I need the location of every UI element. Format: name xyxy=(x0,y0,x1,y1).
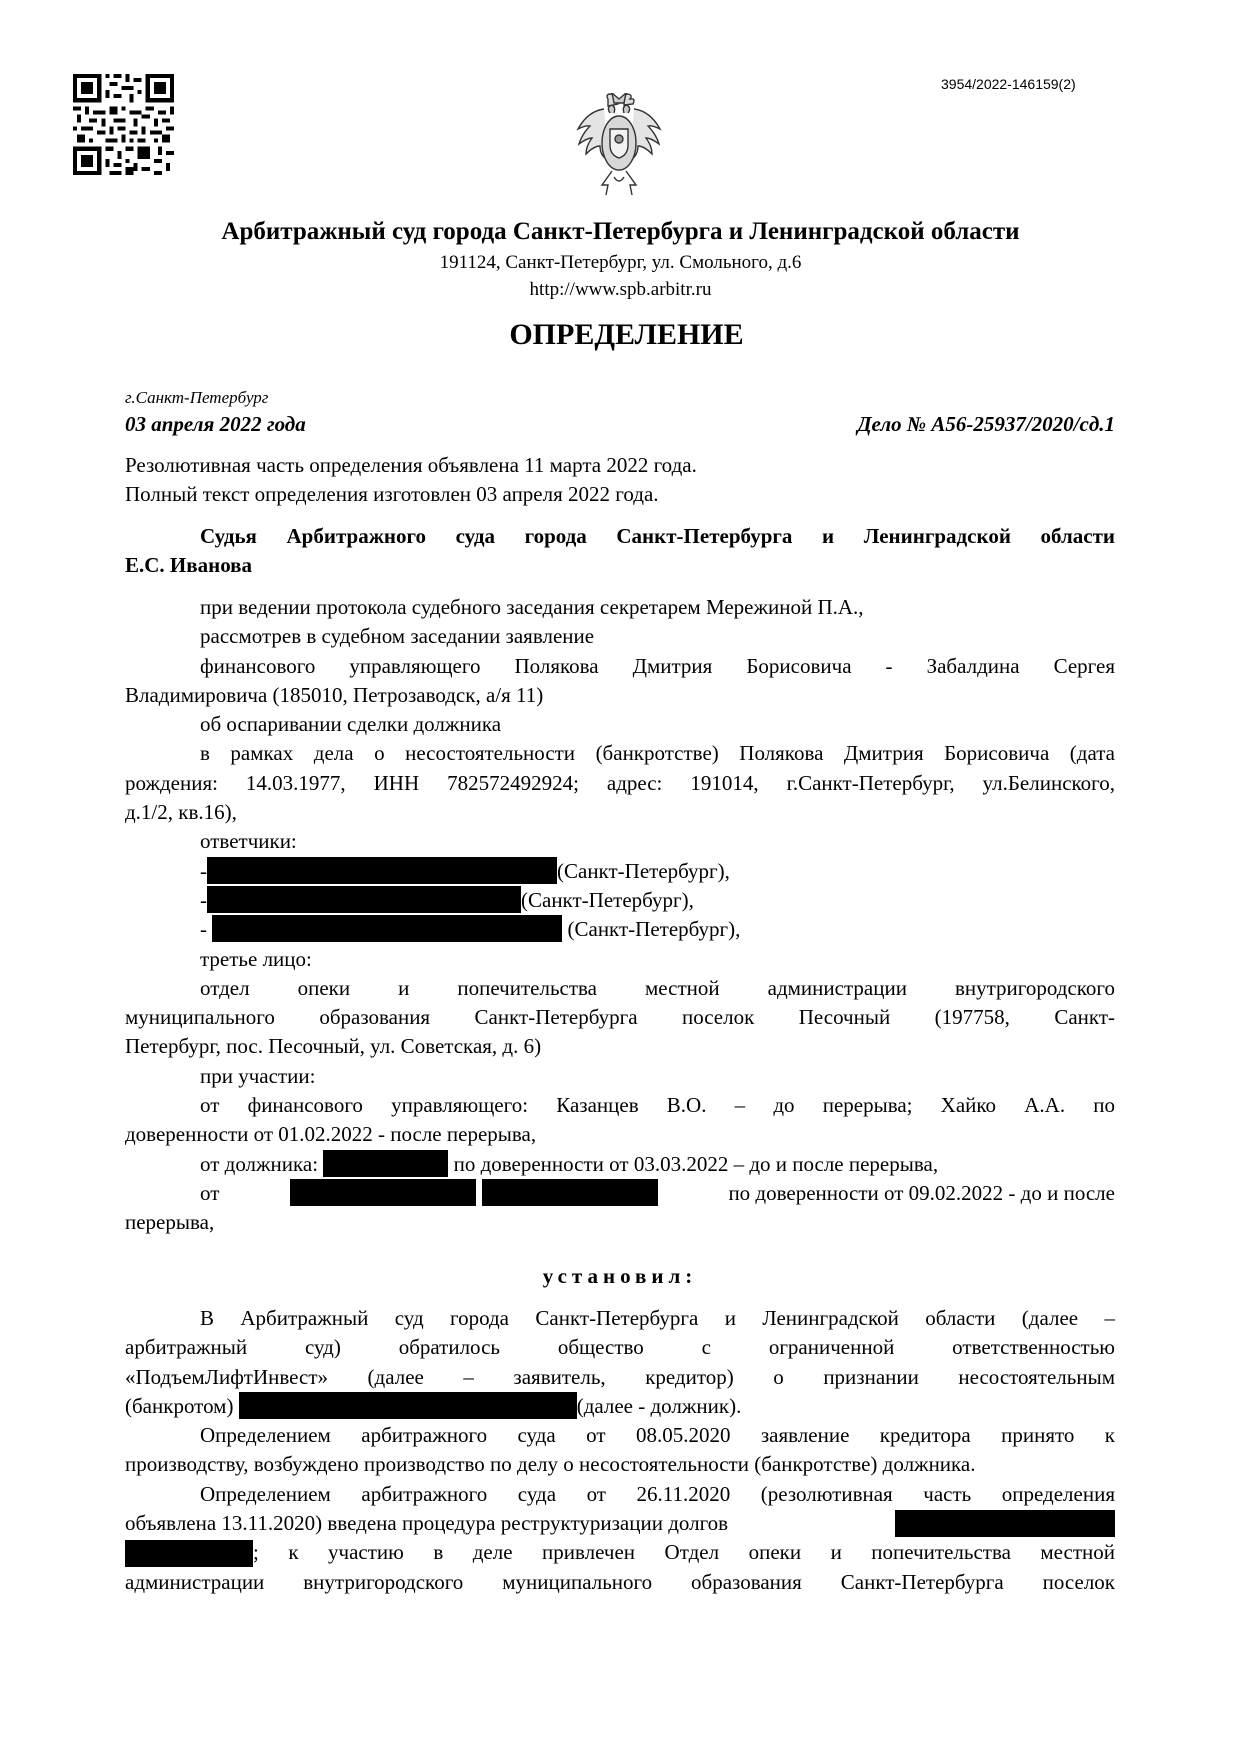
court-name: Арбитражный суд города Санкт-Петербурга и Ленинградской области xyxy=(221,218,1020,245)
case-line-2: рождения: 14.03.1977, ИНН 782572492924; адрес: 191014, г.Санкт-Петербург, ул.Белинского, xyxy=(125,770,1115,795)
respondent-city: (Санкт-Петербург), xyxy=(562,917,741,942)
finding-3-line-3 xyxy=(125,1538,1115,1567)
court-address: 191124, Санкт-Петербург, ул. Смольного, д.6 xyxy=(439,252,802,273)
financial-manager-line-1: финансового управляющего Полякова Дмитрия Борисовича - Забалдина Сергея xyxy=(200,653,1115,678)
respondent-city: (Санкт-Петербург), xyxy=(557,858,730,883)
finding-3-line-4: администрации внутригородского муниципального образования Санкт-Петербурга поселок xyxy=(125,1569,1115,1594)
redaction-block xyxy=(895,1510,1115,1537)
other-representative-line-2: перерыва, xyxy=(125,1210,215,1235)
debtor-representative xyxy=(125,1150,1115,1179)
document-title: ОПРЕДЕЛЕНИЕ xyxy=(509,318,744,351)
case-line-3: д.1/2, кв.16), xyxy=(125,800,237,825)
respondent-city: (Санкт-Петербург), xyxy=(521,887,694,912)
redaction-block xyxy=(290,1179,476,1206)
judge-line-1: Судья Арбитражного суда города Санкт-Петербурга и Ленинградской области xyxy=(200,524,1115,548)
third-party-line-3: Петербург, пос. Песочный, ул. Советская, д. 6) xyxy=(125,1034,542,1059)
finding-3-line-2 xyxy=(125,1509,1115,1538)
redaction-block xyxy=(323,1150,448,1177)
debtor-rep-prefix: от должника: xyxy=(200,1151,324,1176)
debtor-rep-suffix: по доверенности от 03.03.2022 – до и после перерыва, xyxy=(448,1151,939,1176)
finding-1-line-4 xyxy=(125,1392,1115,1421)
case-line-1: в рамках дела о несостоятельности (банкротстве) Полякова Дмитрия Борисовича (дата xyxy=(200,741,1115,766)
dash: - xyxy=(200,858,207,883)
dash: - xyxy=(200,887,207,912)
city: г.Санкт-Петербург xyxy=(125,388,269,407)
coat-of-arms-icon xyxy=(574,93,664,197)
respondents-label: ответчики: xyxy=(200,829,297,854)
finding-1-suffix: (далее - должник). xyxy=(576,1393,742,1418)
case-number: Дело № А56-25937/2020/сд.1 xyxy=(857,412,1115,436)
finding-1-prefix: (банкротом) xyxy=(125,1393,239,1418)
intro-line-2: Полный текст определения изготовлен 03 апреля 2022 года. xyxy=(125,482,659,507)
court-website: http://www.spb.arbitr.ru xyxy=(529,279,712,300)
third-party-line-2: муниципального образования Санкт-Петербурга поселок Песочный (197758, Санкт- xyxy=(125,1005,1115,1030)
considered-line: рассмотрев в судебном заседании заявление xyxy=(200,624,595,649)
third-party-label: третье лицо: xyxy=(200,946,312,971)
findings-block xyxy=(125,1304,1115,1597)
finding-2-line-2: производству, возбуждено производство по делу о несостоятельности (банкротстве) должника. xyxy=(125,1452,976,1477)
redaction-block xyxy=(207,886,521,913)
financial-manager-line-2: Владимировича (185010, Петрозаводск, а/я 11) xyxy=(125,682,544,707)
judge-line-2: Е.С. Иванова xyxy=(125,553,253,578)
other-representative xyxy=(125,1179,1115,1208)
third-party-line-1: отдел опеки и попечительства местной администрации внутригородского xyxy=(200,975,1115,1000)
finding-1-line-2: арбитражный суд) обратилось общество с ограниченной ответственностью xyxy=(125,1335,1115,1360)
body-block xyxy=(125,593,1115,1238)
other-rep-prefix: от xyxy=(200,1180,220,1205)
document-date: 03 апреля 2022 года xyxy=(125,412,306,436)
respondent-3 xyxy=(125,915,1115,944)
redaction-block xyxy=(125,1540,253,1567)
redaction-block xyxy=(212,915,562,942)
document-number: 3954/2022-146159(2) xyxy=(941,76,1076,92)
dispute-line: об оспаривании сделки должника xyxy=(200,712,502,737)
finding-1-line-3: «ПодъемЛифтИнвест» (далее – заявитель, кредитор) о признании несостоятельным xyxy=(125,1364,1115,1389)
respondent-2 xyxy=(125,886,1115,915)
established-heading: установил: xyxy=(542,1264,698,1288)
intro-line-1: Резолютивная часть определения объявлена 11 марта 2022 года. xyxy=(125,453,697,477)
other-rep-suffix: по доверенности от 09.02.2022 - до и после xyxy=(728,1180,1115,1205)
respondent-1 xyxy=(125,857,1115,886)
redaction-block xyxy=(482,1179,658,1206)
finding-3-text: ; к участию в деле привлечен Отдел опеки и попечительства местной xyxy=(253,1540,1115,1565)
finding-3-line-1: Определением арбитражного суда от 26.11.2020 (резолютивная часть определения xyxy=(200,1481,1115,1506)
finding-2-line-1: Определением арбитражного суда от 08.05.2020 заявление кредитора принято к xyxy=(200,1423,1115,1448)
finding-3-text: объявлена 13.11.2020) введена процедура реструктуризации долгов xyxy=(125,1511,729,1536)
dash: - xyxy=(200,917,207,942)
finding-1-line-1: В Арбитражный суд города Санкт-Петербурга и Ленинградской области (далее – xyxy=(200,1306,1115,1330)
redaction-block xyxy=(239,1392,577,1419)
redaction-block xyxy=(207,857,557,884)
participation-label: при участии: xyxy=(200,1063,316,1088)
intro-block xyxy=(125,451,1115,510)
qr-code xyxy=(73,74,174,175)
judge-block xyxy=(125,522,1115,581)
fm-representative-line-1: от финансового управляющего: Казанцев В.О. – до перерыва; Хайко А.А. по xyxy=(200,1093,1115,1118)
secretary-line: при ведении протокола судебного заседания секретарем Мережиной П.А., xyxy=(200,595,864,619)
fm-representative-line-2: доверенности от 01.02.2022 - после перерыва, xyxy=(125,1122,537,1147)
